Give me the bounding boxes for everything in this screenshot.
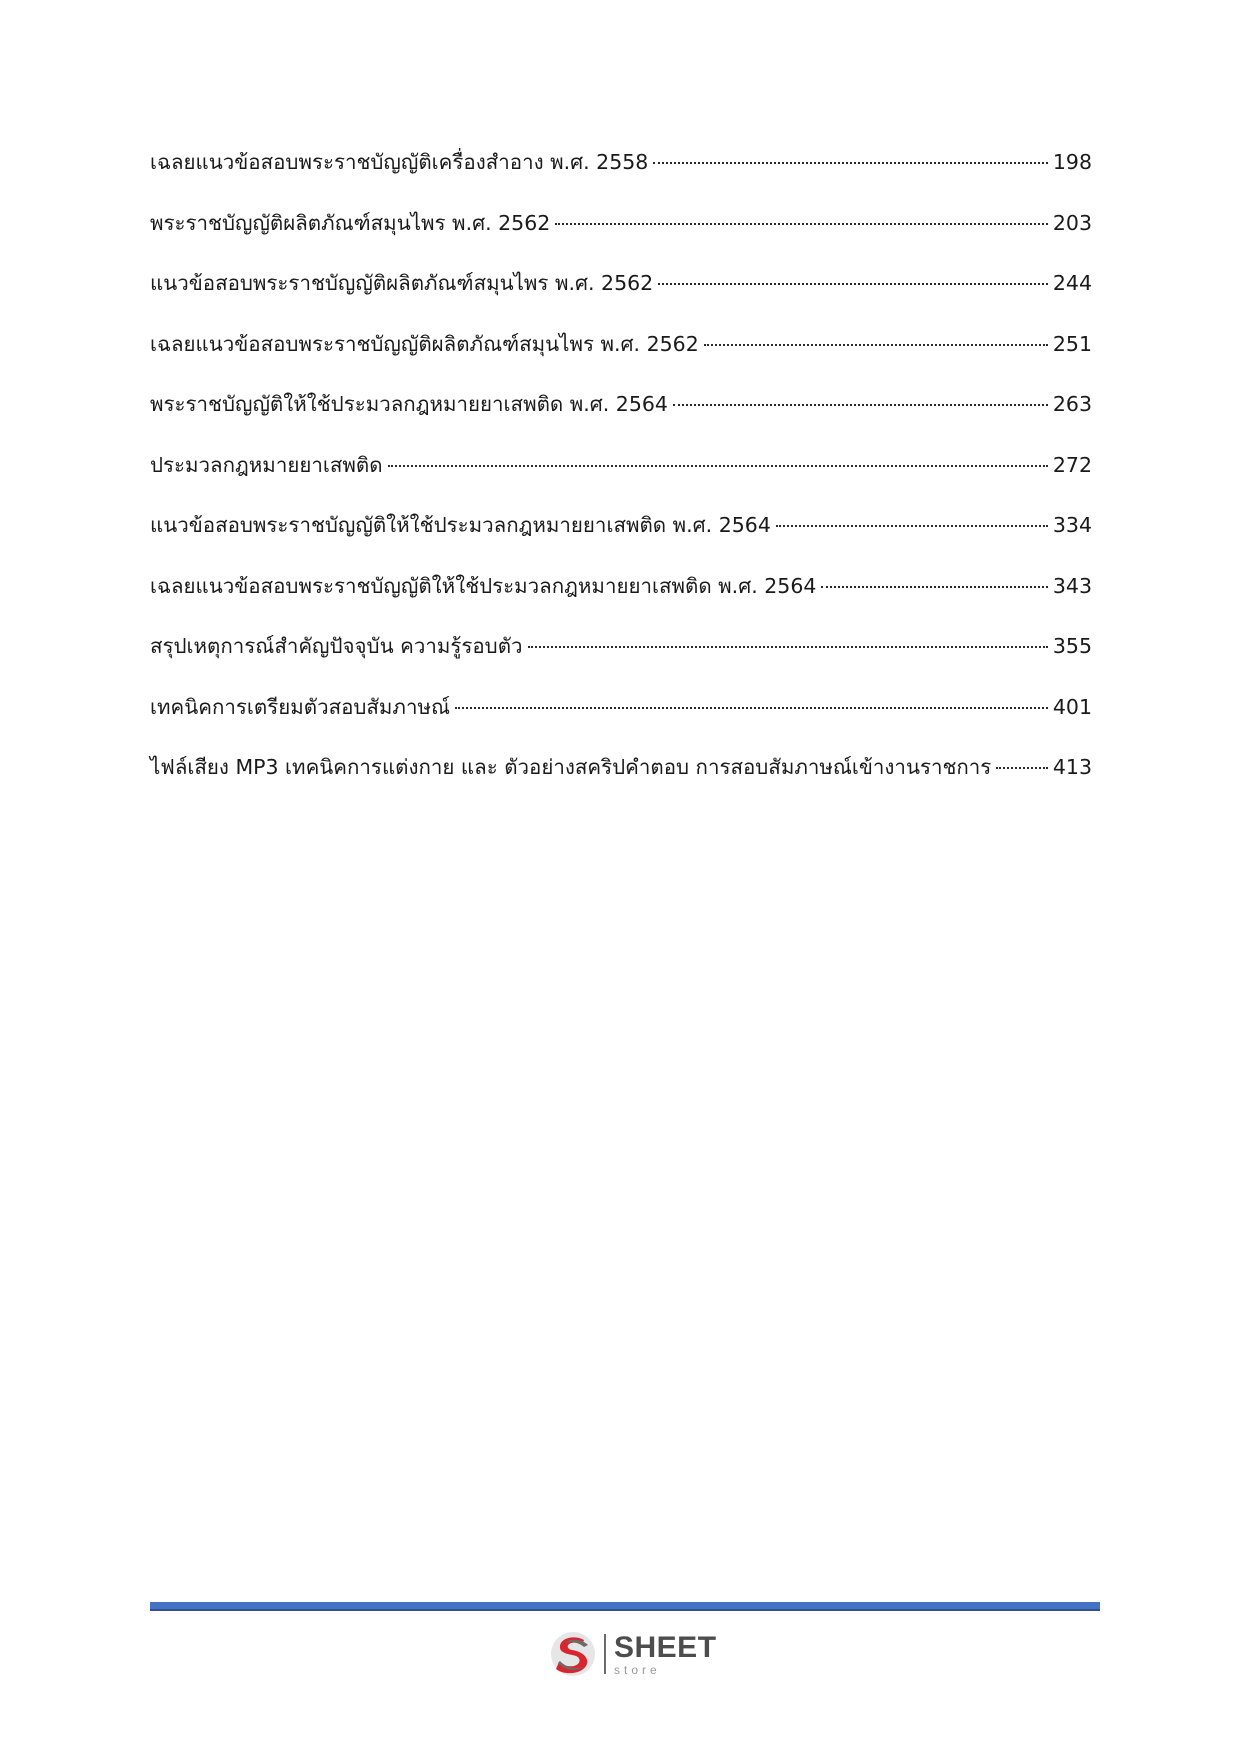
toc-dot-leader	[704, 344, 1048, 346]
toc-dot-leader	[455, 707, 1048, 709]
sheet-store-logo-icon	[548, 1629, 598, 1679]
toc-entry-page: 355	[1052, 634, 1092, 658]
sheet-store-logo	[548, 1626, 728, 1682]
toc-entry[interactable]	[150, 211, 1092, 272]
toc-entry[interactable]	[150, 634, 1092, 695]
toc-entry-page: 334	[1052, 513, 1092, 537]
toc-entry[interactable]	[150, 755, 1092, 816]
toc-entry-title: แนวข้อสอบพระราชบัญญัติให้ใช้ประมวลกฎหมายยาเสพติด พ.ศ. 2564	[150, 513, 771, 537]
toc-entry-page: 272	[1052, 452, 1092, 477]
toc-entry-title: พระราชบัญญัติผลิตภัณฑ์สมุนไพร พ.ศ. 2562	[150, 210, 551, 235]
toc-entry-title: เฉลยแนวข้อสอบพระราชบัญญัติให้ใช้ประมวลกฎหมายยาเสพติด พ.ศ. 2564	[150, 573, 817, 598]
toc-entry-title: เฉลยแนวข้อสอบพระราชบัญญัติผลิตภัณฑ์สมุนไพร พ.ศ. 2562	[150, 331, 699, 356]
toc-entry[interactable]	[150, 271, 1092, 332]
toc-entry-title: ประมวลกฎหมายยาเสพติด	[150, 452, 383, 477]
toc-entry-title: พระราชบัญญัติให้ใช้ประมวลกฎหมายยาเสพติด พ.ศ. 2564	[150, 392, 668, 416]
toc-entry-title: แนวข้อสอบพระราชบัญญัติผลิตภัณฑ์สมุนไพร พ.ศ. 2562	[150, 271, 654, 295]
toc-entry-page: 198	[1052, 150, 1092, 174]
toc-entry[interactable]	[150, 392, 1092, 453]
toc-dot-leader	[555, 223, 1048, 225]
toc-entry-title: ไฟล์เสียง MP3 เทคนิคการแต่งกาย และ ตัวอย่างสคริปคำตอบ การสอบสัมภาษณ์เข้างานราชการ	[150, 755, 992, 779]
toc-dot-leader	[821, 586, 1047, 588]
toc-entry-page: 251	[1052, 331, 1092, 356]
toc-entry[interactable]	[150, 695, 1092, 756]
toc-entry-page: 263	[1052, 392, 1092, 416]
table-of-contents	[150, 150, 1092, 816]
logo-divider	[604, 1634, 606, 1674]
toc-entry-page: 343	[1052, 573, 1092, 598]
toc-entry-page: 413	[1052, 755, 1092, 779]
logo-text	[614, 1630, 717, 1677]
toc-entry-title: เฉลยแนวข้อสอบพระราชบัญญัติเครื่องสำอาง พ.ศ. 2558	[150, 150, 649, 174]
toc-dot-leader	[528, 646, 1048, 648]
logo-subtitle: store	[614, 1662, 661, 1677]
toc-dot-leader	[658, 283, 1048, 285]
toc-entry[interactable]	[150, 453, 1092, 514]
toc-entry-page: 244	[1052, 271, 1092, 295]
footer-rule	[150, 1602, 1100, 1609]
footer-rule-shadow	[150, 1609, 1100, 1611]
toc-entry[interactable]	[150, 574, 1092, 635]
toc-entry-page: 401	[1052, 694, 1092, 719]
toc-entry-title: เทคนิคการเตรียมตัวสอบสัมภาษณ์	[150, 694, 450, 719]
toc-dot-leader	[673, 404, 1048, 406]
toc-entry-title: สรุปเหตุการณ์สำคัญปัจจุบัน ความรู้รอบตัว	[150, 634, 523, 658]
toc-entry[interactable]	[150, 150, 1092, 211]
toc-entry[interactable]	[150, 332, 1092, 393]
toc-entry-page: 203	[1052, 210, 1092, 235]
logo-word: SHEET	[614, 1630, 717, 1664]
toc-dot-leader	[388, 465, 1048, 467]
toc-entry[interactable]	[150, 513, 1092, 574]
toc-dot-leader	[996, 767, 1048, 769]
toc-dot-leader	[653, 162, 1048, 164]
toc-dot-leader	[776, 525, 1048, 527]
